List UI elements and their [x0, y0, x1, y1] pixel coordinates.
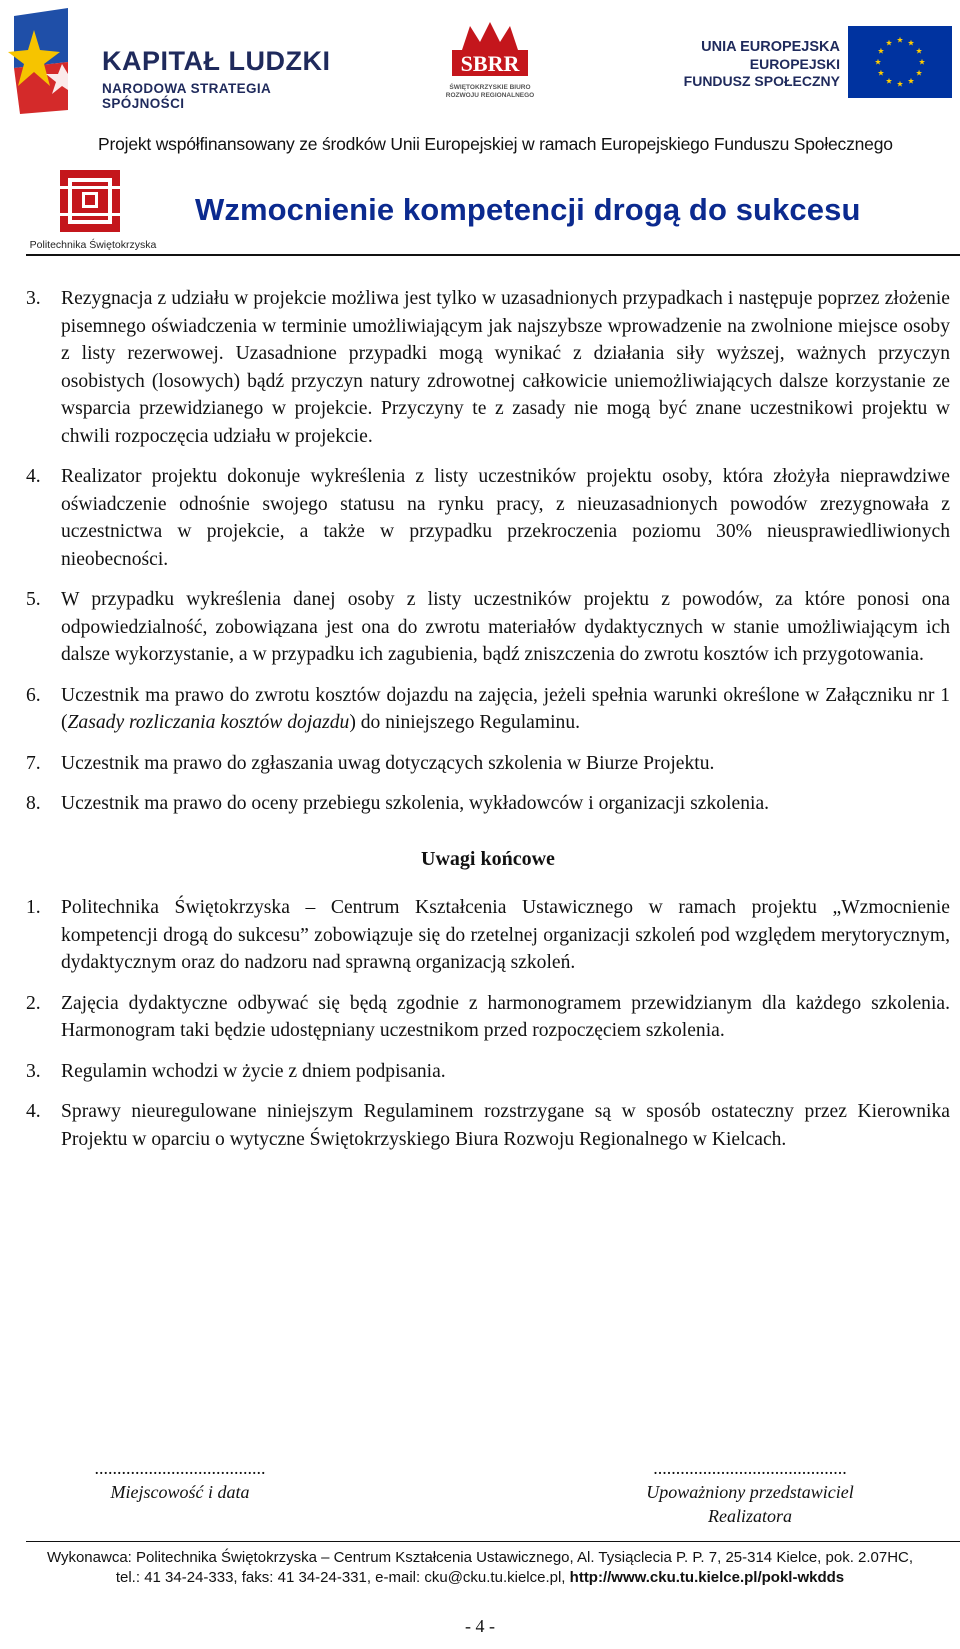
eu-line1: UNIA EUROPEJSKA — [701, 39, 840, 55]
section-title: Uwagi końcowe — [421, 847, 555, 870]
kapital-ludzki-subtitle: NARODOWA STRATEGIA SPÓJNOŚCI — [102, 81, 271, 111]
item-number: 2. — [26, 992, 41, 1014]
list-item — [26, 463, 950, 573]
list-item — [26, 1058, 950, 1086]
footer-address: Wykonawca: Politechnika Świętokrzyska – Centrum Kształcenia Ustawicznego, Al. Tysiąclecia P. P. 7, 25-314 Kielce, pok. 2.07HC, — [46, 1549, 914, 1566]
list-item — [26, 894, 950, 977]
list-item — [26, 586, 950, 669]
item-number: 5. — [26, 589, 41, 610]
list-item — [26, 790, 950, 818]
item-text: Uczestnik ma prawo do zgłaszania uwag dotyczących szkolenia w Biurze Projektu. — [61, 752, 715, 774]
signature-caption-line2: Realizatora — [708, 1506, 792, 1526]
item-text: Realizator projektu dokonuje wykreślenia z listy uczestników projektu osoby, która złożyła nieprawdziwe oświadczenie odnośnie swojego statusu na rynku pracy, z nieuzasadnionych powodów zrezygnowała z uczestnictwa w projekcie, a także w przypadku przekroczenia poziomu 30% nieusprawiedliwionych nieobecności. — [61, 466, 950, 570]
header-divider — [26, 254, 960, 256]
item-text-before: Uczestnik ma prawo do zwrotu kosztów dojazdu na zajęcia, jeżeli spełnia warunki określone w Załączniku nr 1 ( — [61, 684, 950, 733]
cofinance-note: Projekt współfinansowany ze środków Unii Europejskiej w ramach Europejskiego Funduszu Społecznego — [98, 134, 893, 154]
item-text: Politechnika Świętokrzyska – Centrum Kształcenia Ustawicznego w ramach projektu „Wzmocnienie kompetencji drogą do sukcesu” zobowiązuje się do rzetelnej organizacji szkoleń pod względem merytorycznym, dydaktycznym oraz do nadzoru nad sprawną organizacją szkoleń. — [61, 897, 950, 973]
signature-caption: Miejscowość i data — [110, 1482, 250, 1502]
sbrr-logo — [440, 16, 540, 104]
item-number: 3. — [26, 288, 41, 309]
signature-line: ...................................... — [94, 1458, 266, 1478]
item-text-italic: Zasady rozliczania kosztów dojazdu — [67, 712, 350, 733]
footer-phone-email: tel.: 41 34-24-333, faks: 41 34-24-331, e-mail: cku@cku.tu.kielce.pl, — [115, 1569, 566, 1586]
item-text: Rezygnacja z udziału w projekcie możliwa jest tylko w uzasadnionych przypadkach i następuje poprzez złożenie pisemnego oświadczenia w terminie umożliwiającym jak najszybsze wprowadzenie na zwolnione miejsce osoby z listy rezerwowej. Uzasadnione przypadki mogą wynikać z działania siły wyższej, ważnych przyczyn osobistych (losowych) bądź przyczyn natury zdrowotnej całkowicie uniemożliwiających dalsze korzystanie ze wsparcia przewidzianego w projekcie. Przyczyny te z zasady nie mogą być znane uczestnikowi projektu w chwili rozpoczęcia udziału w projekcie. — [61, 288, 950, 447]
item-number: 6. — [26, 684, 41, 706]
sbrr-caption-line1: ŚWIĘTOKRZYSKIE BIURO — [449, 84, 531, 91]
item-text: Sprawy nieuregulowane niniejszym Regulaminem rozstrzygane są w sposób ostateczny przez Kierownika Projektu w oparciu o wytyczne Świętokrzyskiego Biura Rozwoju Regionalnego w Kielcach. — [61, 1101, 950, 1150]
list-item — [26, 750, 950, 778]
svg-text:SBRR: SBRR — [460, 51, 520, 76]
politechnika-emblem-icon — [28, 168, 158, 238]
item-text: W przypadku wykreślenia danej osoby z listy uczestników projektu z powodów, za które ponosi ona odpowiedzialność, zobowiązana jest ona do zwrotu materiałów dydaktycznych w stanie umożliwiającym ich dalsze wykorzystanie, a w przypadku ich zagubienia, bądź zniszczenia do zwrotu kosztów ich przygotowania. — [61, 589, 950, 665]
kapital-ludzki-logo — [6, 6, 336, 120]
eu-line3: FUNDUSZ SPOŁECZNY — [683, 73, 840, 89]
eu-flag-icon — [848, 26, 952, 98]
footer — [0, 1548, 960, 1588]
list-item — [26, 285, 950, 450]
sbrr-caption-line2: ROZWOJU REGIONALNEGO — [445, 92, 535, 99]
item-text: Zajęcia dydaktyczne odbywać się będą zgodnie z harmonogramem przewidzianym dla każdego szkolenia. Harmonogram taki będzie udostępniany uczestnikom przed rozpoczęciem szkolenia. — [61, 992, 950, 1041]
item-number: 3. — [26, 1060, 41, 1082]
kapital-ludzki-name: KAPITAŁ LUDZKI — [102, 46, 331, 76]
footer-contact — [0, 1568, 960, 1588]
footer-divider — [26, 1541, 960, 1542]
eu-text — [680, 38, 840, 90]
item-text-after: ) do niniejszego Regulaminu. — [349, 712, 581, 733]
item-text: Regulamin wchodzi w życie z dniem podpisania. — [61, 1060, 446, 1082]
item-number: 1. — [26, 897, 41, 918]
page-number: - 4 - — [465, 1616, 495, 1636]
item-number: 7. — [26, 752, 41, 774]
list-item — [26, 990, 950, 1045]
footer-website-link[interactable]: http://www.cku.tu.kielce.pl/pokl-wkdds — [569, 1569, 845, 1586]
kapital-ludzki-star-icon — [6, 6, 98, 116]
signature-caption-line1: Upoważniony przedstawiciel — [646, 1482, 854, 1502]
politechnika-caption: Politechnika Świętokrzyska — [29, 239, 157, 251]
item-number: 4. — [26, 466, 41, 487]
signature-line: ........................................... — [653, 1458, 847, 1478]
project-title: Wzmocnienie kompetencji drogą do sukcesu — [195, 192, 861, 227]
item-number: 4. — [26, 1101, 41, 1122]
regulations-content — [26, 285, 950, 1153]
sbrr-caption — [440, 84, 540, 100]
item-number: 8. — [26, 793, 41, 814]
list-item — [26, 1098, 950, 1153]
politechnika-logo — [28, 168, 158, 252]
sbrr-emblem-icon — [440, 16, 540, 82]
eu-line2: EUROPEJSKI — [749, 56, 840, 72]
list-item — [26, 682, 950, 737]
signature-place-date — [64, 1456, 296, 1504]
signature-representative — [620, 1456, 880, 1528]
item-text: Uczestnik ma prawo do oceny przebiegu szkolenia, wykładowców i organizacji szkolenia. — [61, 793, 770, 814]
